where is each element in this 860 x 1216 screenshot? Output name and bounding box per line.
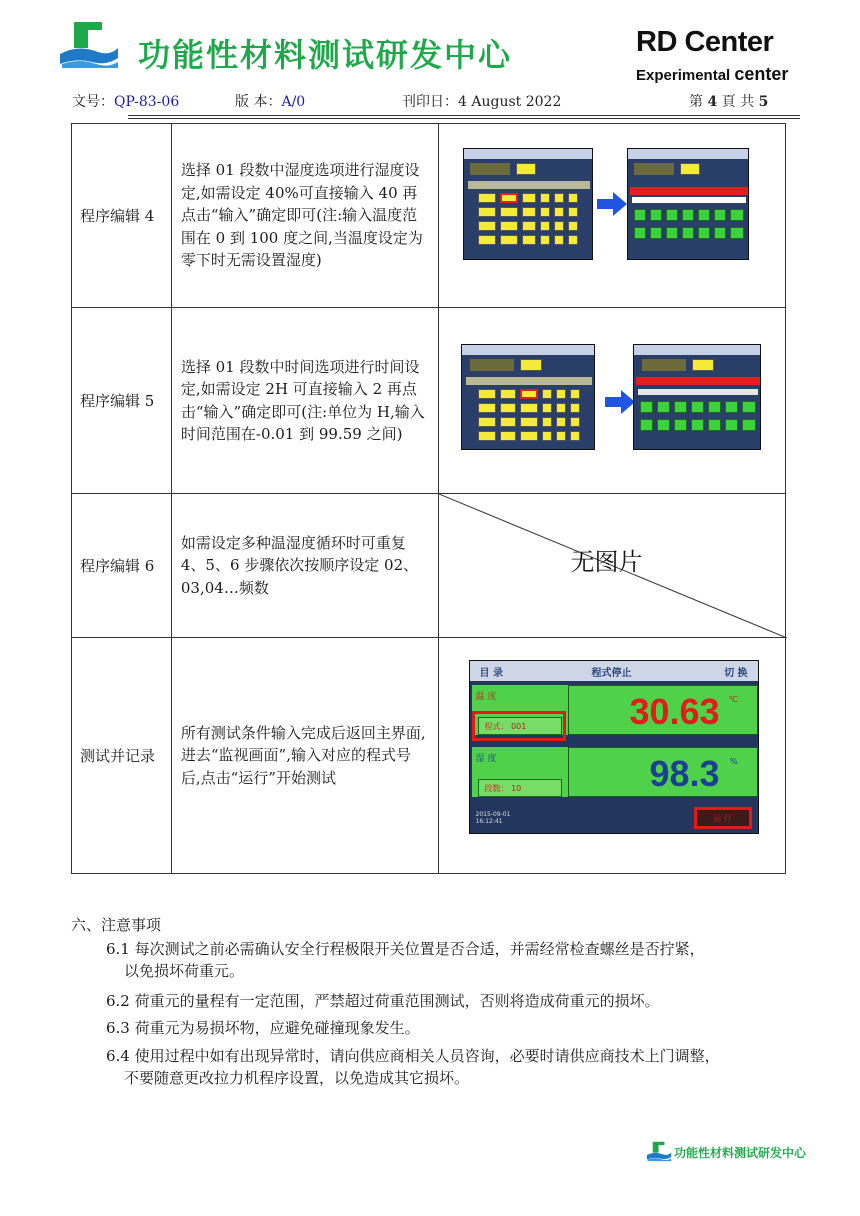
numeric-keypad-screen xyxy=(633,344,761,450)
menu-button[interactable]: 目 录 xyxy=(479,668,504,679)
segment-count-field: 段数： 10 xyxy=(478,779,562,797)
note-item: 6.3 荷重元为易损坏物，应避免碰撞现象发生。 xyxy=(106,1019,420,1037)
program-number-input[interactable]: 程式： 001 xyxy=(478,717,562,735)
arrow-right-icon xyxy=(597,192,627,216)
arrow-right-icon xyxy=(605,390,635,414)
page-indicator: 第 4 頁 共 5 xyxy=(689,94,769,110)
screenshot-cell xyxy=(438,638,785,874)
note-item: 6.2 荷重元的量程有一定范围，严禁超过荷重范围测试，否则将造成荷重元的损坏。 xyxy=(106,992,660,1010)
step-description: 选择 01 段数中湿度选项进行湿度设定,如需设定 40%可直接输入 40 再点击“输入”确定即可(注:输入温度范围在 0 到 100 度之间,当温度设定为零下时无需设置湿度) xyxy=(171,124,438,308)
screenshot-cell xyxy=(438,124,785,308)
company-logo xyxy=(58,18,120,70)
footer-organization: 功能性材料测试研发中心 xyxy=(674,1146,807,1160)
numeric-keypad-screen xyxy=(627,148,749,260)
switch-button[interactable]: 切 换 xyxy=(724,668,748,679)
run-button[interactable]: 运 行 xyxy=(694,807,752,829)
table-row xyxy=(72,638,786,874)
notes-section-title: 六、注意事项 xyxy=(71,916,162,934)
step-description: 所有测试条件输入完成后返回主界面,进去“监视画面”,输入对应的程式号后,点击“运行”开始测试 xyxy=(171,638,438,874)
print-date: 刊印日：4 August 2022 xyxy=(402,94,562,110)
program-status: 程式停止 xyxy=(591,668,632,679)
header-divider-secondary xyxy=(128,118,800,119)
step-description: 如需设定多种温湿度循环时可重复 4、5、6 步骤依次按顺序设定 02、03,04…频数 xyxy=(171,494,438,638)
humidity-reading: 98.3 xyxy=(649,753,720,794)
step-name: 测试并记录 xyxy=(72,638,172,874)
program-highlight xyxy=(472,711,566,741)
no-image-cell xyxy=(438,494,785,638)
monitor-screen xyxy=(469,660,759,834)
table-row xyxy=(72,124,786,308)
procedure-table xyxy=(71,123,786,874)
step-description: 选择 01 段数中时间选项进行时间设定,如需设定 2H 可直接输入 2 再点击“输入”确定即可(注:单位为 H,输入时间范围在-0.01 到 99.59 之间) xyxy=(171,308,438,494)
step-name: 程序编辑 6 xyxy=(72,494,172,638)
rd-center-title: RD Center xyxy=(636,26,774,58)
note-item: 6.4 使用过程中如有出现异常时，请向供应商相关人员咨询，必要时请供应商技术上门调整， 不要随意更改拉力机程序设置，以免造成其它损坏。 xyxy=(106,1047,720,1087)
header-divider xyxy=(128,115,800,116)
datetime-display: 2015-09-01 16:12:41 xyxy=(475,811,511,825)
temperature-reading: 30.63 xyxy=(629,691,720,732)
humidity-edit-screen xyxy=(463,148,593,260)
time-edit-screen xyxy=(461,344,595,450)
screenshot-cell xyxy=(438,308,785,494)
step-name: 程序编辑 5 xyxy=(72,308,172,494)
document-number: 文号：QP-83-06 xyxy=(72,94,180,110)
organization-title: 功能性材料测试研发中心 xyxy=(138,36,513,74)
table-row xyxy=(72,308,786,494)
humidity-unit: % xyxy=(729,757,738,766)
document-version: 版 本：A/0 xyxy=(235,94,306,110)
step-name: 程序编辑 4 xyxy=(72,124,172,308)
temperature-label: 温 度 xyxy=(475,692,497,702)
note-item: 6.1 每次测试之前必需确认安全行程极限开关位置是否合适，并需经常检查螺丝是否拧紧， 以免损坏荷重元。 xyxy=(106,940,705,980)
experimental-center-subtitle: Experimental center xyxy=(636,64,789,84)
footer-logo xyxy=(646,1140,672,1162)
no-image-label: 无图片 xyxy=(570,548,643,576)
temperature-unit: ℃ xyxy=(728,695,738,704)
humidity-label: 湿 度 xyxy=(475,754,497,764)
table-row xyxy=(72,494,786,638)
